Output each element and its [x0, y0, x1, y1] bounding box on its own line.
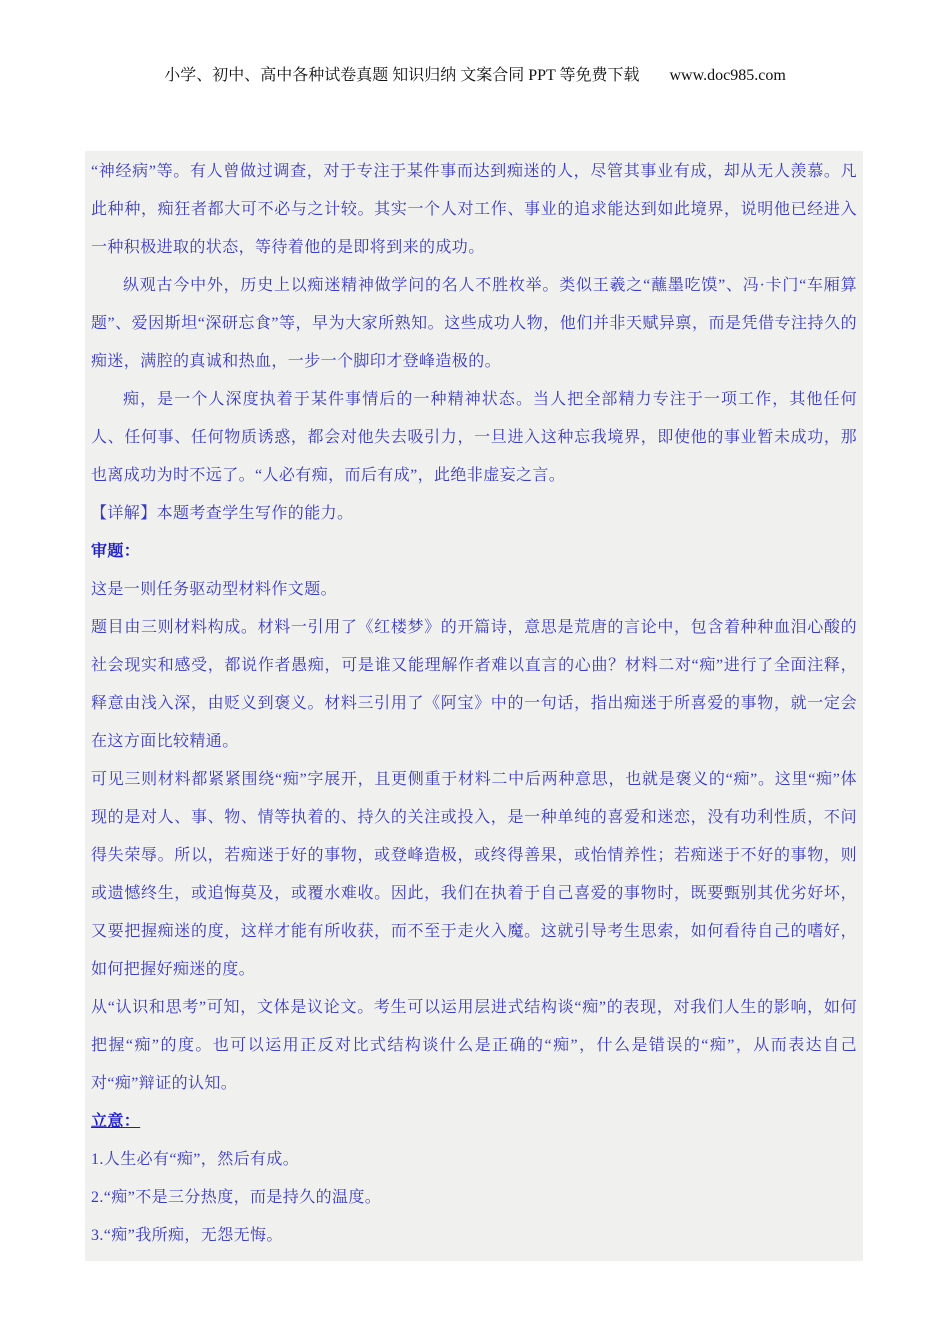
paragraph-detail-label: 【详解】本题考查学生写作的能力。 — [91, 505, 354, 522]
heading-shenti: 审题： — [91, 543, 141, 560]
paragraph-analysis: 可见三则材料都紧紧围绕“痴”字展开，且更侧重于材料二中后两种意思，也就是褒义的“痴”。这里“痴”体现的是对人、事、物、情等执着的、持久的关注或投入，是一种单纯的喜爱和迷恋，没有功利性质，不问得失荣辱。所以，若痴迷于好的事物，或登峰造极，或终得善果，或怡情养性；若痴迷于不好的事物，则或遗憾终生，或追悔莫及，或覆水难收。因此，我们在执着于自己喜爱的事物时，既要甄别其优劣好坏，又要把握痴迷的度，这样才能有所收获，而不至于走火入魔。这就引导考生思索，如何看待自己的嗜好，如何把握好痴迷的度。 — [91, 771, 857, 978]
header-site-url: www.doc985.com — [669, 67, 786, 84]
heading-liyi: 立意： — [91, 1113, 141, 1130]
page-header — [0, 62, 950, 85]
header-site-text: 小学、初中、高中各种试卷真题 知识归纳 文案合同 PPT 等免费下载 — [164, 67, 640, 84]
paragraph-genre: 从“认识和思考”可知，文体是议论文。考生可以运用层进式结构谈“痴”的表现，对我们人生的影响，如何把握“痴”的度。也可以运用正反对比式结构谈什么是正确的“痴”，什么是错误的“痴”，从而表达自己对“痴”辩证的认知。 — [91, 999, 857, 1092]
list-item-3: 3.“痴”我所痴，无怨无悔。 — [91, 1227, 283, 1244]
paragraph-examples: 纵观古今中外，历史上以痴迷精神做学问的名人不胜枚举。类似王羲之“蘸墨吃馍”、冯·卡门“车厢算题”、爱因斯坦“深研忘食”等，早为大家所熟知。这些成功人物，他们并非天赋异禀，而是凭借专注持久的痴迷，满腔的真诚和热血，一步一个脚印才登峰造极的。 — [91, 277, 857, 370]
answer-analysis-content — [85, 151, 863, 1261]
paragraph-continuation: “神经病”等。有人曾做过调查，对于专注于某件事而达到痴迷的人，尽管其事业有成，却从无人羡慕。凡此种种，痴狂者都大可不必与之计较。其实一个人对工作、事业的追求能达到如此境界，说明他已经进入一种积极进取的状态，等待着他的是即将到来的成功。 — [91, 163, 857, 256]
paragraph-intro: 这是一则任务驱动型材料作文题。 — [91, 581, 338, 598]
paragraph-chi-definition: 痴，是一个人深度执着于某件事情后的一种精神状态。当人把全部精力专注于一项工作，其他任何人、任何事、任何物质诱惑，都会对他失去吸引力，一旦进入这种忘我境界，即使他的事业暂未成功，那也离成功为时不远了。“人必有痴，而后有成”，此绝非虚妄之言。 — [91, 391, 857, 484]
list-item-1: 1.人生必有“痴”，然后有成。 — [91, 1151, 300, 1168]
list-item-2: 2.“痴”不是三分热度，而是持久的温度。 — [91, 1189, 382, 1206]
paragraph-materials: 题目由三则材料构成。材料一引用了《红楼梦》的开篇诗，意思是荒唐的言论中，包含着种种血泪心酸的社会现实和感受，都说作者愚痴，可是谁又能理解作者难以直言的心曲？材料二对“痴”进行了全面注释，释意由浅入深，由贬义到褒义。材料三引用了《阿宝》中的一句话，指出痴迷于所喜爱的事物，就一定会在这方面比较精通。 — [91, 619, 857, 750]
